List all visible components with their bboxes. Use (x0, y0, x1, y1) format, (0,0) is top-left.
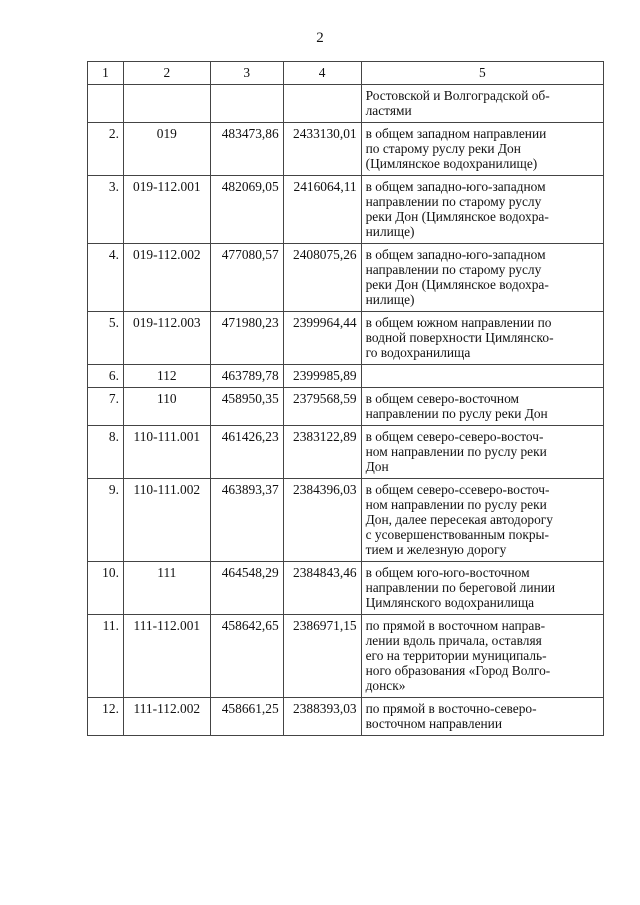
description-line: ном направлении по руслу реки (365, 444, 547, 459)
coordinate-x: 464548,29 (210, 562, 283, 615)
coordinate-x: 477080,57 (210, 244, 283, 312)
description-line: лении вдоль причала, оставляя (365, 633, 542, 648)
coordinate-x: 458950,35 (210, 388, 283, 426)
row-number: 10. (88, 562, 124, 615)
description-line: в общем юго-юго-восточном (365, 565, 530, 580)
point-id: 110 (123, 388, 210, 426)
row-number: 5. (88, 312, 124, 365)
coordinate-x: 463893,37 (210, 479, 283, 562)
boundary-description (361, 615, 603, 698)
column-header: 5 (361, 62, 603, 85)
description-line: по прямой в восточно-северо- (365, 701, 537, 716)
point-id: 111-112.002 (123, 698, 210, 736)
coordinate-y: 2399964,44 (283, 312, 361, 365)
description-line: в общем северо-ссеверо-восточ- (365, 482, 550, 497)
description-line: в общем западно-юго-западном (365, 179, 546, 194)
coordinate-y: 2388393,03 (283, 698, 361, 736)
coordinate-x: 471980,23 (210, 312, 283, 365)
point-id: 111-112.001 (123, 615, 210, 698)
description-line: реки Дон (Цимлянское водохра- (365, 209, 549, 224)
description-line: тием и железную дорогу (365, 542, 507, 557)
description-line: направлении по руслу реки Дон (365, 406, 548, 421)
coordinate-y: 2384396,03 (283, 479, 361, 562)
row-number: 4. (88, 244, 124, 312)
boundary-description (361, 312, 603, 365)
boundary-description (361, 365, 603, 388)
table-row (88, 562, 604, 615)
description-line: в общем северо-восточном (365, 391, 519, 406)
coordinate-x: 483473,86 (210, 123, 283, 176)
boundary-description (361, 698, 603, 736)
coordinate-y: 2408075,26 (283, 244, 361, 312)
column-header: 4 (283, 62, 361, 85)
row-number: 7. (88, 388, 124, 426)
description-line: ном направлении по руслу реки (365, 497, 547, 512)
description-line: в общем западном направлении (365, 126, 547, 141)
point-id: 110-111.001 (123, 426, 210, 479)
table-row (88, 244, 604, 312)
description-line: по прямой в восточном направ- (365, 618, 546, 633)
table-row (88, 388, 604, 426)
point-id: 110-111.002 (123, 479, 210, 562)
boundary-description (361, 479, 603, 562)
table-row (88, 176, 604, 244)
coordinate-y: 2386971,15 (283, 615, 361, 698)
description-line: его на территории муниципаль- (365, 648, 547, 663)
table-row (88, 426, 604, 479)
description-line: го водохранилища (365, 345, 471, 360)
boundary-description (361, 244, 603, 312)
row-number: 2. (88, 123, 124, 176)
table-row (88, 365, 604, 388)
point-id: 019 (123, 123, 210, 176)
coordinate-y: 2416064,11 (283, 176, 361, 244)
description-line: Цимлянского водохранилища (365, 595, 535, 610)
description-line: в общем южном направлении по (365, 315, 552, 330)
description-line: ластями (365, 103, 412, 118)
description-line: направлении по старому руслу (365, 194, 542, 209)
boundary-table (87, 61, 604, 736)
description-line: Ростовской и Волгоградской об- (365, 88, 550, 103)
page-number: 2 (316, 30, 324, 46)
table-row (88, 312, 604, 365)
table-row (88, 615, 604, 698)
empty-cell (88, 85, 124, 123)
description-line: донск» (365, 678, 406, 693)
row-number: 9. (88, 479, 124, 562)
row-number: 8. (88, 426, 124, 479)
boundary-description (361, 562, 603, 615)
description-line: водной поверхности Цимлянско- (365, 330, 554, 345)
continuation-description (361, 85, 603, 123)
description-line: восточном направлении (365, 716, 503, 731)
column-header: 3 (210, 62, 283, 85)
coordinate-y: 2399985,89 (283, 365, 361, 388)
column-header: 1 (88, 62, 124, 85)
point-id: 019-112.001 (123, 176, 210, 244)
coordinate-y: 2383122,89 (283, 426, 361, 479)
description-line: по старому руслу реки Дон (365, 141, 521, 156)
boundary-description (361, 388, 603, 426)
description-line: Дон (365, 459, 389, 474)
coordinate-x: 463789,78 (210, 365, 283, 388)
coordinate-x: 461426,23 (210, 426, 283, 479)
table-row (88, 123, 604, 176)
table-row (88, 479, 604, 562)
description-line: (Цимлянское водохранилище) (365, 156, 538, 171)
description-line: нилище) (365, 292, 415, 307)
coordinate-y: 2379568,59 (283, 388, 361, 426)
boundary-description (361, 123, 603, 176)
coordinate-y: 2384843,46 (283, 562, 361, 615)
description-line: с усовершенствованным покры- (365, 527, 550, 542)
description-line: в общем западно-юго-западном (365, 247, 546, 262)
coordinate-x: 458661,25 (210, 698, 283, 736)
description-line: в общем северо-северо-восточ- (365, 429, 544, 444)
description-line: ного образования «Город Волго- (365, 663, 551, 678)
coordinate-x: 458642,65 (210, 615, 283, 698)
description-line: направлении по береговой линии (365, 580, 556, 595)
boundary-description (361, 426, 603, 479)
coordinate-y: 2433130,01 (283, 123, 361, 176)
description-line: направлении по старому руслу (365, 262, 542, 277)
header-row (88, 62, 604, 85)
column-header: 2 (123, 62, 210, 85)
empty-cell (210, 85, 283, 123)
table-row (88, 698, 604, 736)
point-id: 019-112.003 (123, 312, 210, 365)
empty-cell (123, 85, 210, 123)
row-number: 12. (88, 698, 124, 736)
boundary-description (361, 176, 603, 244)
description-line: Дон, далее пересекая автодорогу (365, 512, 553, 527)
point-id: 019-112.002 (123, 244, 210, 312)
row-number: 6. (88, 365, 124, 388)
point-id: 111 (123, 562, 210, 615)
continuation-row (88, 85, 604, 123)
coordinate-x: 482069,05 (210, 176, 283, 244)
row-number: 3. (88, 176, 124, 244)
description-line: нилище) (365, 224, 415, 239)
description-line: реки Дон (Цимлянское водохра- (365, 277, 549, 292)
row-number: 11. (88, 615, 124, 698)
empty-cell (283, 85, 361, 123)
point-id: 112 (123, 365, 210, 388)
